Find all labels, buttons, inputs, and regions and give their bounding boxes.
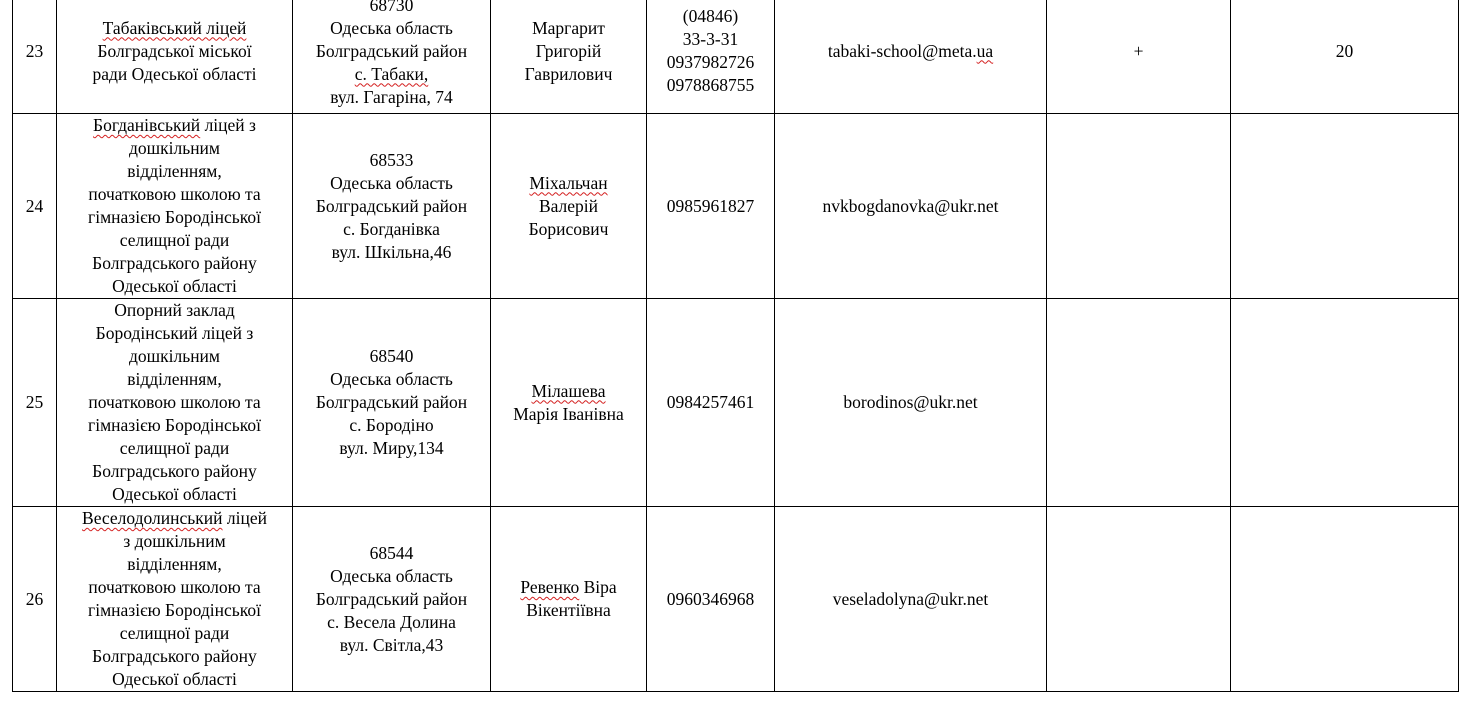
director-name-line: Мілашева: [531, 380, 606, 401]
address-line: вул. Миру,134: [339, 438, 444, 458]
phone-line: 0985961827: [666, 195, 755, 216]
phone-cell: [647, 507, 775, 692]
school-name-line: Одеської області: [112, 484, 237, 504]
school-name-line: Опорний заклад: [114, 300, 235, 320]
row-number: 25: [13, 299, 57, 507]
school-name-line: селищної ради: [119, 438, 230, 458]
school-name-line: початковою школою та: [88, 392, 261, 412]
email-local: tabaki-school@meta.: [827, 40, 977, 61]
school-name-line: з дошкільним: [123, 531, 226, 551]
address-line: Одеська область: [330, 172, 453, 193]
row-number: 26: [13, 507, 57, 692]
address-line: с. Весела Долина: [327, 611, 456, 632]
table-row: [13, 507, 1459, 692]
director-name-line: Гаврилович: [524, 63, 613, 84]
school-name-cell: Веселодолинський ліцей з дошкільним відділенням, початковою школою та гімназією Бородінської селищної ради Болградського району Одеської області: [57, 507, 293, 692]
director-cell: [491, 114, 647, 299]
school-name-cell: [57, 0, 293, 114]
postal-code: 68540: [369, 346, 414, 366]
email-cell: borodinos@ukr.net: [775, 299, 1047, 507]
school-name-line: Болградської міської: [97, 40, 252, 61]
address-line: Одеська область: [330, 17, 453, 38]
table-row: [13, 114, 1459, 299]
school-name-line: Одеської області: [112, 669, 237, 689]
phone-cell: [647, 0, 775, 114]
address-line: вул. Світла,43: [339, 634, 444, 655]
email-cell: veseladolyna@ukr.net: [775, 507, 1047, 692]
row-number: 23: [13, 0, 57, 114]
director-cell: [491, 299, 647, 507]
school-name-line: відділенням,: [127, 554, 222, 574]
address-line: вул. Шкільна,46: [331, 241, 452, 262]
table-row: [13, 299, 1459, 507]
school-name-cell: [57, 299, 293, 507]
school-name-line: селищної ради: [119, 623, 230, 643]
mark-cell: [1047, 114, 1231, 299]
address-line: Одеська область: [330, 369, 453, 389]
phone-line: 0978868755: [666, 75, 755, 95]
school-name-line: Болградського району: [92, 253, 257, 273]
count-cell: [1231, 299, 1459, 507]
school-name-line: гімназією Бородінської: [88, 207, 261, 227]
address-line: с. Табаки,: [354, 63, 429, 84]
address-cell: [293, 507, 491, 692]
school-name-line: Бородінський ліцей з: [95, 323, 254, 343]
director-cell: [491, 0, 647, 114]
phone-cell: [647, 299, 775, 507]
address-cell: [293, 114, 491, 299]
address-line: вул. Гагаріна, 74: [330, 86, 453, 107]
count-cell: [1231, 114, 1459, 299]
school-name-line: Веселодолинський: [82, 508, 223, 528]
postal-code: 68533: [369, 149, 414, 170]
school-name-line: Табаківський ліцей: [102, 17, 247, 38]
school-name-line: початковою школою та: [88, 577, 261, 597]
school-name-line: відділенням,: [127, 369, 222, 389]
director-name-line: Борисович: [528, 218, 609, 239]
school-name-line: селищної ради: [119, 230, 230, 250]
table-row: [13, 0, 1459, 114]
director-name-line: Вікентіївна: [526, 600, 611, 620]
director-cell: Ревенко Віра Вікентіївна: [491, 507, 647, 692]
phone-line: (04846): [682, 6, 739, 26]
address-line: Болградський район: [315, 392, 468, 412]
phone-line: 0984257461: [666, 392, 755, 412]
school-name-line: початковою школою та: [88, 184, 261, 204]
address-line: с. Бородіно: [349, 415, 434, 435]
mark-cell: [1047, 299, 1231, 507]
phone-line: 33-3-31: [682, 29, 739, 49]
count-cell: 20: [1231, 0, 1459, 114]
director-name-line: Марія Іванівна: [513, 403, 624, 424]
school-name-line: гімназією Бородінської: [88, 600, 261, 620]
address-line: Болградський район: [315, 195, 468, 216]
postal-code: 68730: [369, 0, 414, 15]
director-name-line: Міхальчан: [529, 172, 608, 193]
director-name-line: Валерій: [538, 195, 599, 216]
school-name-line: ради Одеської області: [92, 63, 257, 84]
school-name-line: Болградського району: [92, 646, 257, 666]
school-name-cell: Богданівський ліцей з дошкільним відділенням, початковою школою та гімназією Бородінської селищної ради Болградського району Одеської області: [57, 114, 293, 299]
school-name-line: відділенням,: [127, 161, 222, 181]
school-name-line: гімназією Бородінської: [88, 415, 261, 435]
address-line: Болградський район: [315, 40, 468, 61]
email-cell: nvkbogdanovka@ukr.net: [775, 114, 1047, 299]
phone-line: 0960346968: [666, 588, 755, 609]
school-name-line: Болградського району: [92, 461, 257, 481]
school-name-line: Богданівський: [93, 115, 201, 135]
count-cell: [1231, 507, 1459, 692]
mark-cell: [1047, 507, 1231, 692]
address-line: с. Богданівка: [343, 218, 440, 239]
school-name-line: дошкільним: [128, 346, 220, 366]
postal-code: 68544: [369, 542, 414, 563]
schools-table: [12, 0, 1459, 692]
address-line: Одеська область: [330, 565, 453, 586]
phone-cell: [647, 114, 775, 299]
director-name-line: Маргарит: [532, 17, 605, 38]
address-cell: [293, 299, 491, 507]
director-name-line: Григорій: [535, 40, 602, 61]
email-cell: [775, 0, 1047, 114]
row-number: 24: [13, 114, 57, 299]
phone-line: 0937982726: [666, 52, 755, 72]
email-domain: ua: [976, 40, 994, 61]
address-line: Болградський район: [315, 588, 468, 609]
school-name-line: дошкільним: [128, 138, 220, 158]
address-cell: [293, 0, 491, 114]
director-name-line: Ревенко: [520, 577, 580, 597]
school-name-line: Одеської області: [112, 276, 237, 296]
mark-cell: +: [1047, 0, 1231, 114]
